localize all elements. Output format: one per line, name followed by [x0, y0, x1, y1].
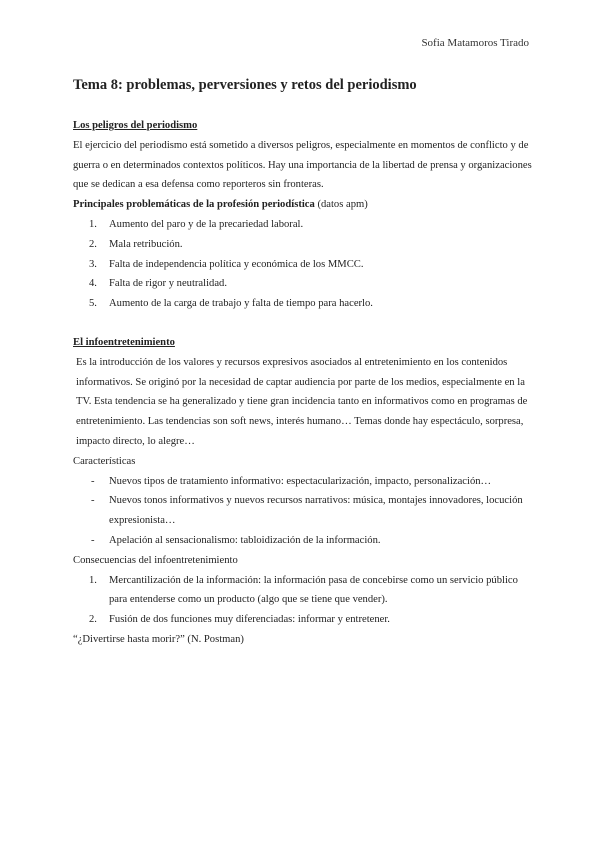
section-paragraph-peligros: El ejercicio del periodismo está sometido a diversos peligros, especialmente en momentos de conflicto y de guerra o en determinados contextos políticos. Hay una importancia de la libertad de prensa y organizaciones que se dedican a esa defensa como reporteros sin fronteras. — [73, 139, 532, 191]
consequences-label: Consecuencias del infoentretenimiento — [73, 554, 238, 566]
list-item — [73, 491, 533, 531]
dash-bullet: - — [91, 475, 95, 487]
features-label: Características — [73, 455, 136, 467]
subheading-note: (datos apm) — [317, 199, 368, 211]
document-body — [73, 76, 533, 650]
list-item — [73, 274, 533, 294]
section-heading-infoentretenimiento: El infoentretenimiento — [73, 336, 175, 348]
list-item-text: Mala retribución. — [109, 238, 183, 250]
list-item — [73, 531, 533, 551]
dash-bullet: - — [91, 534, 95, 546]
list-number: 5. — [89, 298, 97, 310]
list-item-text: Mercantilización de la información: la información pasa de concebirse como un servicio público para entenderse como un producto (algo que se tiene que vender). — [109, 574, 518, 606]
list-item — [73, 610, 533, 630]
list-item-text: Nuevos tonos informativos y nuevos recursos narrativos: música, montajes innovadores, locución expresionista… — [109, 495, 523, 527]
list-item — [73, 215, 533, 235]
list-number: 3. — [89, 258, 97, 270]
section-paragraph-infoentretenimiento: Es la introducción de los valores y recursos expresivos asociados al entretenimiento en los contenidos informativos. Se originó por la necesidad de captar audiencia por parte de los medios, especialmente en la TV. Esta tendencia se ha generalizado y tiene gran incidencia tanto en informativos como en programas de entretenimiento. Las tendencias son soft news, interés humano… Temas donde hay espectáculo, sorpresa, impacto directo, lo alegre… — [76, 356, 528, 447]
section-heading-peligros: Los peligros del periodismo — [73, 120, 198, 131]
subheading-text: Principales problemáticas de la profesión periodística — [73, 199, 315, 211]
list-item-text: Apelación al sensacionalismo: tabloidización de la información. — [109, 534, 381, 546]
list-item-text: Fusión de dos funciones muy diferenciadas: informar y entretener. — [109, 614, 390, 626]
list-item — [73, 571, 533, 611]
list-item-text: Falta de rigor y neutralidad. — [109, 278, 227, 290]
list-number: 1. — [89, 574, 97, 586]
list-number: 1. — [89, 218, 97, 230]
page-title: Tema 8: problemas, perversiones y retos del periodismo — [73, 77, 417, 93]
spacer — [73, 314, 533, 333]
author-name: Sofia Matamoros Tirado — [421, 37, 529, 49]
list-item — [73, 472, 533, 492]
quote: “¿Divertirse hasta morir?” (N. Postman) — [73, 633, 244, 645]
list-number: 2. — [89, 614, 97, 626]
list-item-text: Nuevos tipos de tratamiento informativo: espectacularización, impacto, personalización… — [109, 475, 492, 487]
list-item — [73, 235, 533, 255]
list-item-text: Aumento de la carga de trabajo y falta de tiempo para hacerlo. — [109, 298, 373, 310]
features-list — [73, 472, 533, 551]
list-item — [73, 294, 533, 314]
consequences-list — [73, 571, 533, 630]
list-number: 2. — [89, 238, 97, 250]
list-item — [73, 255, 533, 275]
list-number: 4. — [89, 278, 97, 290]
list-item-text: Falta de independencia política y económica de los MMCC. — [109, 258, 364, 270]
subheading-problematicas — [73, 195, 533, 215]
problematicas-list — [73, 215, 533, 314]
dash-bullet: - — [91, 495, 95, 507]
list-item-text: Aumento del paro y de la precariedad laboral. — [109, 218, 304, 230]
